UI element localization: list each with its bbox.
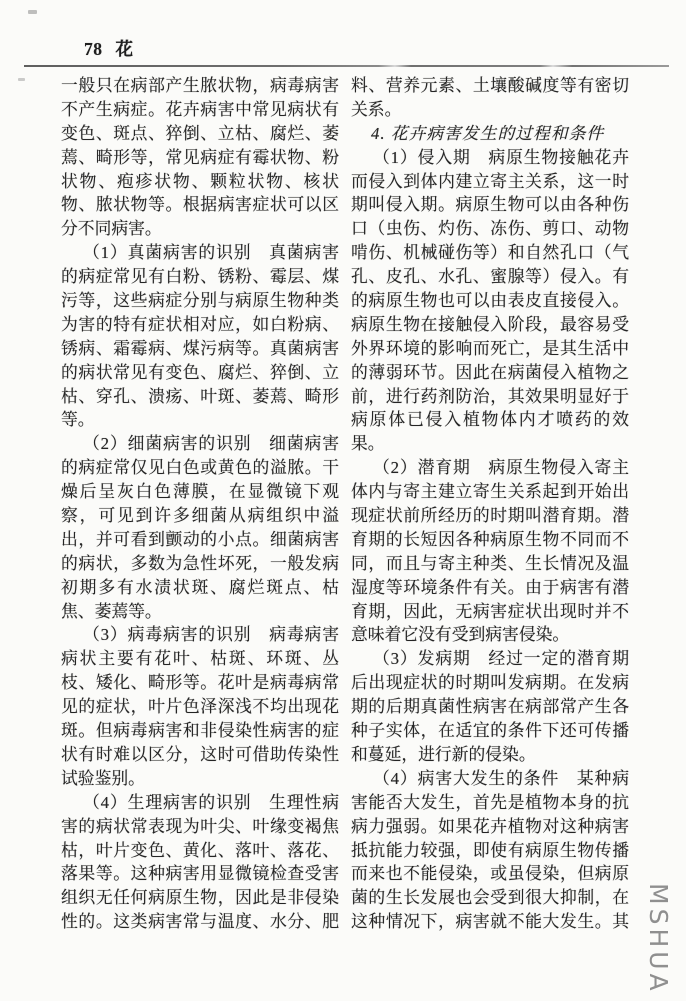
watermark-text: MSHUA: [644, 883, 673, 995]
running-title: 花: [115, 39, 134, 59]
text-line: 病力强弱。如果花卉植物对这种病害: [351, 816, 629, 836]
text-line: 而来也不能侵染，或虽侵染，但病原: [351, 864, 629, 884]
text-line: 察，可见到许多细菌从病组织中溢: [61, 506, 339, 526]
text-line: 的病症常仅见白色或黄色的溢脓。干: [61, 458, 339, 478]
page-number: 78: [84, 39, 103, 59]
text-line: （3）发病期 经过一定的潜育期: [373, 649, 629, 669]
text-line: 枯，叶片变色、黄化、落叶、落花、: [61, 840, 339, 860]
text-line: （1）真菌病害的识别 真菌病害: [83, 243, 339, 263]
text-line: 关系。: [351, 99, 402, 119]
text-line: 料、营养元素、土壤酸碱度等有密切: [351, 76, 629, 95]
text-line: 等。: [61, 410, 95, 430]
text-line: 不产生病症。花卉病害中常见病状有: [61, 99, 339, 119]
text-line: 枝、矮化、畸形等。花叶是病毒病常: [61, 673, 339, 693]
text-line: 的病症常见有白粉、锈粉、霉层、煤: [61, 267, 339, 287]
text-line: 的薄弱环节。因此在病菌侵入植物之: [351, 362, 629, 382]
text-line: 初期多有水渍状斑、腐烂斑点、枯: [61, 577, 339, 597]
text-line: 而侵入到体内建立寄主关系，这一时: [351, 171, 629, 191]
text-line: 病原体已侵入植物体内才喷药的效: [351, 410, 629, 430]
text-line: 燥后呈灰白色薄膜，在显微镜下观: [61, 482, 339, 502]
text-line: 物、脓状物等。根据病害症状可以区: [61, 195, 339, 215]
section-heading-line: 4. 花卉病害发生的过程和条件: [371, 123, 605, 143]
text-line: 同，而且与寄主种类、生长情况及温: [351, 553, 629, 573]
page-header: [84, 36, 134, 61]
text-line: 后出现症状的时期叫发病期。在发病: [351, 673, 629, 693]
text-line: （2）细菌病害的识别 细菌病害: [83, 434, 339, 454]
text-line: 的病状，多数为急性坏死，一般发病: [61, 553, 339, 573]
text-line: 蔫、畸形等，常见病症有霉状物、粉: [61, 147, 339, 167]
text-line: 意味着它没有受到病害侵染。: [351, 625, 570, 645]
text-line: 斑。但病毒病害和非侵染性病害的症: [61, 721, 339, 741]
text-line: 果。: [351, 434, 385, 454]
text-line: 污等，这些病症分别与病原生物种类: [61, 291, 339, 311]
text-line: （1）侵入期 病原生物接触花卉: [373, 147, 629, 167]
text-line: 外界环境的影响而死亡，是其生活中: [351, 338, 629, 358]
text-line: 种子实体，在适宜的条件下还可传播: [351, 721, 629, 741]
text-line: 前，进行药剂防治，其效果明显好于: [351, 386, 629, 406]
text-line: 期的后期真菌性病害在病部常产生各: [351, 697, 629, 717]
text-line: 现症状前所经历的时期叫潜育期。潜: [351, 506, 629, 526]
text-line: 体内与寄主建立寄生关系起到开始出: [351, 482, 629, 502]
text-line: 状有时难以区分，这时可借助传染性: [61, 744, 339, 764]
text-line: 抵抗能力较强，即使有病原生物传播: [351, 840, 629, 860]
text-line: 锈病、霜霉病、煤污病等。真菌病害: [61, 338, 339, 358]
text-line: 落果等。这种病害用显微镜检查受害: [61, 864, 339, 884]
text-line: 湿度等环境条件有关。由于病害有潜: [351, 577, 629, 597]
text-line: 啃伤、机械碰伤等）和自然孔口（气: [351, 243, 629, 263]
text-line: 见的症状，叶片色泽深浅不均出现花: [61, 697, 339, 717]
text-line: 育期，因此，无病害症状出现时并不: [351, 601, 629, 621]
text-line: 期叫侵入期。病原生物可以由各种伤: [351, 195, 629, 215]
text-line: 性的。这类病害常与温度、水分、肥: [61, 912, 339, 932]
text-line: 害的病状常表现为叶尖、叶缘变褐焦: [61, 816, 339, 836]
text-line: 试验鉴别。: [61, 768, 145, 788]
text-line: 焦、萎蔫等。: [61, 601, 162, 621]
text-line: 口（虫伤、灼伤、冻伤、剪口、动物: [351, 219, 629, 239]
text-line: 和蔓延，进行新的侵染。: [351, 744, 536, 764]
text-line: 组织无任何病原生物，因此是非侵染: [61, 888, 339, 908]
text-line: （3）病毒病害的识别 病毒病害: [83, 625, 339, 645]
scan-artifact: [28, 10, 37, 14]
text-line: 分不同病害。: [61, 219, 162, 239]
text-line: 一般只在病部产生脓状物，病毒病害: [61, 76, 339, 95]
left-text-column: [61, 74, 339, 934]
text-line: （2）潜育期 病原生物侵入寄主: [373, 458, 629, 478]
text-line: （4）生理病害的识别 生理性病: [83, 792, 339, 812]
text-line: 枯、穿孔、溃疡、叶斑、萎蔫、畸形: [61, 386, 339, 406]
text-line: 育期的长短因各种病原生物不同而不: [351, 529, 629, 549]
text-line: 变色、斑点、猝倒、立枯、腐烂、萎: [61, 123, 339, 143]
text-line: 的病状常见有变色、腐烂、猝倒、立: [61, 362, 339, 382]
scan-artifact: [18, 78, 25, 81]
text-line: 出，并可看到颤动的小点。细菌病害: [61, 529, 339, 549]
text-line: 孔、皮孔、水孔、蜜腺等）侵入。有: [351, 267, 629, 287]
text-line: 害能否大发生，首先是植物本身的抗: [351, 792, 629, 812]
text-line: 的病原生物也可以由表皮直接侵入。: [351, 291, 629, 311]
right-text-column: [351, 74, 629, 934]
text-line: 这种情况下，病害就不能大发生。其: [351, 912, 629, 932]
text-line: 病原生物在接触侵入阶段，最容易受: [351, 314, 629, 334]
header-rule: [24, 65, 669, 67]
text-line: 病状主要有花叶、枯斑、环斑、丛: [61, 649, 339, 669]
text-line: 菌的生长发展也会受到很大抑制，在: [351, 888, 629, 908]
text-line: 为害的特有症状相对应，如白粉病、: [61, 314, 339, 334]
text-line: （4）病害大发生的条件 某种病: [373, 768, 629, 788]
text-line: 状物、疱疹状物、颗粒状物、核状: [61, 171, 339, 191]
